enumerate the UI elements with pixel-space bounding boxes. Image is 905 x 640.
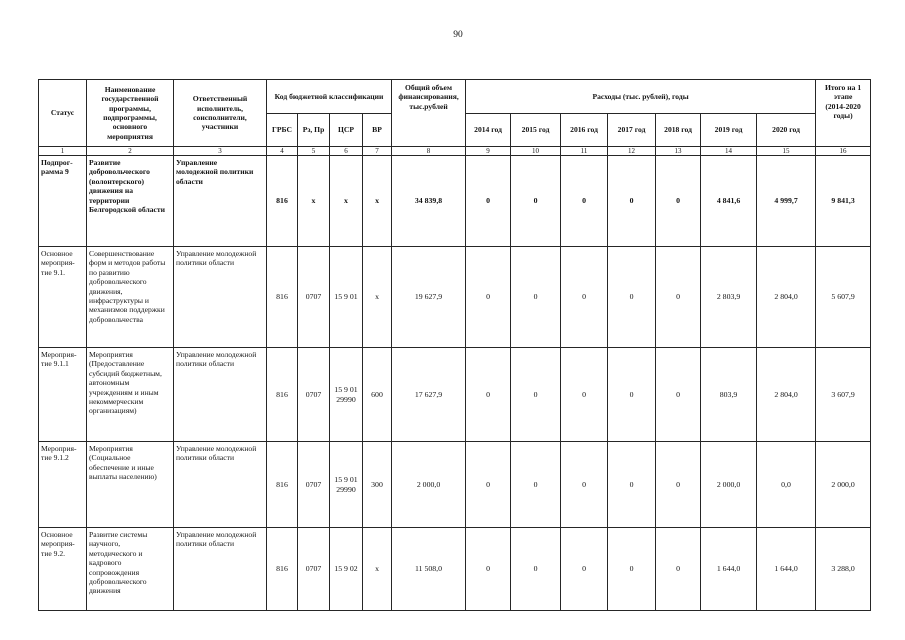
year-2014-cell: 0 xyxy=(466,156,511,247)
column-number: 3 xyxy=(174,147,267,156)
year-2015-cell: 0 xyxy=(511,442,561,528)
status-cell: Основное мероприя- тие 9.2. xyxy=(39,528,87,611)
header-year-2015: 2015 год xyxy=(511,114,561,147)
year-2014-cell: 0 xyxy=(466,247,511,348)
stage-total-cell: 9 841,3 xyxy=(816,156,871,247)
csr-cell: 15 9 02 xyxy=(330,528,363,611)
year-2016-cell: 0 xyxy=(561,348,608,442)
year-2015-cell: 0 xyxy=(511,528,561,611)
header-budget-code: Код бюджетной классификации xyxy=(267,80,392,114)
vr-cell: 300 xyxy=(363,442,392,528)
header-year-2016: 2016 год xyxy=(561,114,608,147)
year-2020-cell: 2 804,0 xyxy=(757,247,816,348)
column-number-row xyxy=(39,147,871,156)
header-total-financing: Общий объем финансирования, тыс.рублей xyxy=(392,80,466,147)
name-cell: Совершенствование форм и методов работы по развитию добровольческого движения, инфраструктуры и механизмов поддержки добровольчества xyxy=(87,247,174,348)
page-number: 90 xyxy=(453,30,463,40)
year-2016-cell: 0 xyxy=(561,528,608,611)
year-2019-cell: 4 841,6 xyxy=(701,156,757,247)
csr-cell: 15 9 01 29990 xyxy=(330,442,363,528)
name-cell: Развитие добровольческого (волонтерского) движения на территории Белгородской области xyxy=(87,156,174,247)
column-number: 15 xyxy=(757,147,816,156)
vr-cell: 600 xyxy=(363,348,392,442)
responsible-cell: Управление молодежной политики области xyxy=(174,156,267,247)
year-2015-cell: 0 xyxy=(511,348,561,442)
column-number: 1 xyxy=(39,147,87,156)
responsible-cell: Управление молодежной политики области xyxy=(174,247,267,348)
table-header xyxy=(39,80,871,147)
column-number: 7 xyxy=(363,147,392,156)
vr-cell: x xyxy=(363,156,392,247)
header-year-2018: 2018 год xyxy=(656,114,701,147)
header-row-top xyxy=(39,80,871,114)
year-2014-cell: 0 xyxy=(466,528,511,611)
vr-cell: x xyxy=(363,247,392,348)
header-csr: ЦСР xyxy=(330,114,363,147)
name-cell: Мероприятия (Предоставление субсидий бюджетным, автономным учреждениям и иным некоммерческим организациям) xyxy=(87,348,174,442)
table-row-main-measure-9-1 xyxy=(39,247,871,348)
year-2018-cell: 0 xyxy=(656,348,701,442)
grbs-cell: 816 xyxy=(267,528,298,611)
status-cell: Подпрог- рамма 9 xyxy=(39,156,87,247)
header-rz-pr: Рз, Пр xyxy=(298,114,330,147)
csr-cell: x xyxy=(330,156,363,247)
column-number: 9 xyxy=(466,147,511,156)
grbs-cell: 816 xyxy=(267,442,298,528)
column-number: 16 xyxy=(816,147,871,156)
year-2019-cell: 2 000,0 xyxy=(701,442,757,528)
year-2017-cell: 0 xyxy=(608,247,656,348)
year-2015-cell: 0 xyxy=(511,156,561,247)
year-2016-cell: 0 xyxy=(561,247,608,348)
header-year-2014: 2014 год xyxy=(466,114,511,147)
column-number: 2 xyxy=(87,147,174,156)
year-2018-cell: 0 xyxy=(656,156,701,247)
header-expenses: Расходы (тыс. рублей), годы xyxy=(466,80,816,114)
header-stage-total: Итого на 1 этапе (2014-2020 годы) xyxy=(816,80,871,147)
year-2020-cell: 1 644,0 xyxy=(757,528,816,611)
responsible-cell: Управление молодежной политики области xyxy=(174,348,267,442)
total-financing-cell: 11 508,0 xyxy=(392,528,466,611)
header-name: Наименование государственной программы, подпрограммы, основного мероприятия xyxy=(87,80,174,147)
header-grbs: ГРБС xyxy=(267,114,298,147)
year-2019-cell: 1 644,0 xyxy=(701,528,757,611)
responsible-cell: Управление молодежной политики области xyxy=(174,528,267,611)
total-financing-cell: 19 627,9 xyxy=(392,247,466,348)
status-cell: Мероприя- тие 9.1.2 xyxy=(39,442,87,528)
stage-total-cell: 5 607,9 xyxy=(816,247,871,348)
year-2016-cell: 0 xyxy=(561,442,608,528)
column-number: 11 xyxy=(561,147,608,156)
year-2015-cell: 0 xyxy=(511,247,561,348)
year-2016-cell: 0 xyxy=(561,156,608,247)
column-number: 4 xyxy=(267,147,298,156)
year-2019-cell: 2 803,9 xyxy=(701,247,757,348)
year-2017-cell: 0 xyxy=(608,442,656,528)
header-year-2019: 2019 год xyxy=(701,114,757,147)
column-number: 6 xyxy=(330,147,363,156)
name-cell: Мероприятия (Социальное обеспечение и иные выплаты населению) xyxy=(87,442,174,528)
total-financing-cell: 17 627,9 xyxy=(392,348,466,442)
table-row-measure-9-1-2 xyxy=(39,442,871,528)
table-row-main-measure-9-2 xyxy=(39,528,871,611)
table-body xyxy=(39,147,871,611)
csr-cell: 15 9 01 xyxy=(330,247,363,348)
rz-pr-cell: x xyxy=(298,156,330,247)
grbs-cell: 816 xyxy=(267,156,298,247)
year-2018-cell: 0 xyxy=(656,247,701,348)
column-number: 12 xyxy=(608,147,656,156)
responsible-cell: Управление молодежной политики области xyxy=(174,442,267,528)
header-vr: ВР xyxy=(363,114,392,147)
year-2019-cell: 803,9 xyxy=(701,348,757,442)
rz-pr-cell: 0707 xyxy=(298,528,330,611)
column-number: 10 xyxy=(511,147,561,156)
grbs-cell: 816 xyxy=(267,247,298,348)
year-2020-cell: 2 804,0 xyxy=(757,348,816,442)
year-2020-cell: 4 999,7 xyxy=(757,156,816,247)
year-2020-cell: 0,0 xyxy=(757,442,816,528)
stage-total-cell: 3 607,9 xyxy=(816,348,871,442)
column-number: 8 xyxy=(392,147,466,156)
total-financing-cell: 2 000,0 xyxy=(392,442,466,528)
table-row-measure-9-1-1 xyxy=(39,348,871,442)
total-financing-cell: 34 839,8 xyxy=(392,156,466,247)
year-2017-cell: 0 xyxy=(608,348,656,442)
year-2017-cell: 0 xyxy=(608,528,656,611)
rz-pr-cell: 0707 xyxy=(298,442,330,528)
rz-pr-cell: 0707 xyxy=(298,247,330,348)
year-2018-cell: 0 xyxy=(656,528,701,611)
column-number: 13 xyxy=(656,147,701,156)
rz-pr-cell: 0707 xyxy=(298,348,330,442)
header-year-2017: 2017 год xyxy=(608,114,656,147)
header-year-2020: 2020 год xyxy=(757,114,816,147)
year-2014-cell: 0 xyxy=(466,442,511,528)
status-cell: Мероприя- тие 9.1.1 xyxy=(39,348,87,442)
header-status: Статус xyxy=(39,80,87,147)
name-cell: Развитие системы научного, методического и кадрового сопровождения добровольческого движения xyxy=(87,528,174,611)
vr-cell: x xyxy=(363,528,392,611)
column-number: 14 xyxy=(701,147,757,156)
year-2018-cell: 0 xyxy=(656,442,701,528)
stage-total-cell: 2 000,0 xyxy=(816,442,871,528)
header-responsible: Ответственный исполнитель, соисполнители, участники xyxy=(174,80,267,147)
stage-total-cell: 3 288,0 xyxy=(816,528,871,611)
budget-table xyxy=(38,79,871,611)
table-row-subprogram-9 xyxy=(39,156,871,247)
year-2014-cell: 0 xyxy=(466,348,511,442)
column-number: 5 xyxy=(298,147,330,156)
status-cell: Основное мероприя- тие 9.1. xyxy=(39,247,87,348)
csr-cell: 15 9 01 29990 xyxy=(330,348,363,442)
year-2017-cell: 0 xyxy=(608,156,656,247)
grbs-cell: 816 xyxy=(267,348,298,442)
